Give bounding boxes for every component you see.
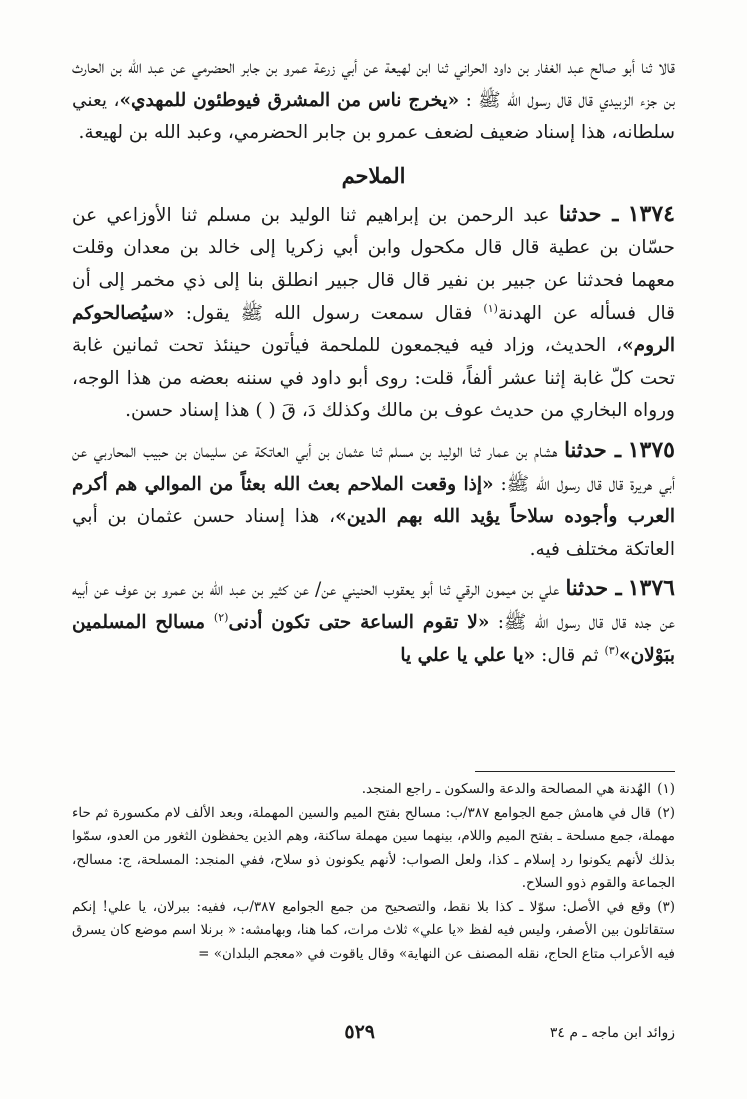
- hadith-text: ثم قال:: [535, 644, 605, 666]
- haddathana-label: ـ حدثنا: [565, 575, 622, 601]
- footnote-2: [72, 802, 675, 896]
- chapter-title: الملاحم: [341, 162, 406, 188]
- haddathana-label: ـ حدثنا: [558, 200, 619, 226]
- intro-quote: «يخرج ناس من المشرق فيوطئون للمهدي»: [119, 89, 460, 111]
- footnotes: [72, 778, 675, 966]
- footnote-number: (٣): [657, 898, 676, 915]
- hadith-number: ١٣٧٥: [627, 436, 675, 463]
- hadith-quote: «سيُصالحوكم الروم»: [72, 302, 675, 357]
- haddathana-label: ـ حدثنا: [564, 436, 622, 462]
- footnote-text: وقع في الأصل: سوّلا ـ كذا بلا نقط، والتصحيح من جمع الجوامع ٣٨٧/ب، ففيه: ببرلان، يا علي! إنكم ستقاتلون بين الأصفر، وليس فيه لفظ «يا علي» ثلاث مرات، كما هنا، وبهامشه: « برنلا اسم موضع كان يسرق فيه الأعراب متاع الحاج، نقله المصنف عن النهاية» وقال ياقوت في «معجم البلدان» =: [72, 898, 675, 962]
- hadith-text: ، الحديث، وزاد فيه فيجمعون للملحمة فيأتون حينئذ تحت ثمانين غابة تحت كلّ غابة إثنا عشر ألفاً، قلت: روى أبو داود في سننه بعضه من هذا الوجه، ورواه البخاري من حديث عوف بن مالك وكذلك دَ، قَ ( ) هذا إسناد حسن.: [72, 335, 675, 422]
- hadith-text: ، هذا إسناد حسن عثمان بن أبي العاتكة مختلف فيه.: [72, 506, 675, 560]
- hadith-quote: مسالح المسلمين ببَوْلان»: [72, 611, 675, 666]
- hadith-number: ١٣٧٦: [627, 575, 675, 602]
- hadith-number: ١٣٧٤: [627, 200, 675, 227]
- hadith-text: هشام بن عمار ثنا الوليد بن مسلم ثنا عثمان بن أبي العاتكة عن سليمان بن حبيب المحاربي عن أبي هريرة قال قال رسول الله ﷺ:: [72, 440, 676, 495]
- hadith-1375: [72, 434, 675, 566]
- page-footer: [72, 1023, 675, 1049]
- page-number: ٥٢٩: [344, 1021, 375, 1043]
- footnote-ref: (١): [483, 301, 498, 315]
- hadith-text: فقال سمعت رسول الله ﷺ يقول:: [174, 302, 484, 324]
- footer-source: زوائد ابن ماجه ـ م ٣٤: [549, 1025, 675, 1041]
- footnote-ref: (٣): [604, 643, 619, 657]
- footnote-ref: (٢): [213, 610, 229, 624]
- hadith-quote: «إذا وقعت الملاحم بعث الله بعثاً من الموالي هم أكرم العرب وأجوده سلاحاً يؤيد الله بهم الدين»: [72, 473, 676, 528]
- footnote-1: [72, 778, 675, 802]
- intro-rest: ، يعني سلطانه، هذا إسناد ضعيف لضعف عمرو بن جابر الحضرمي، وعبد الله بن لهيعة.: [72, 89, 675, 144]
- hadith-1374: [72, 198, 675, 428]
- hadith-quote: «يا علي يا علي يا: [400, 644, 536, 666]
- footnote-divider: [475, 771, 675, 772]
- footnote-number: (٢): [657, 804, 675, 821]
- intro-paragraph: [72, 52, 675, 150]
- hadith-quote: «لا تقوم الساعة حتى تكون أدنى: [228, 611, 490, 633]
- hadith-text: عبد الرحمن بن إبراهيم ثنا الوليد بن مسلم ثنا الأوزاعي عن حسّان بن عطية قال قال مكحول وابن أبي زكريا إلى خالد بن معدان وقلت معهما فحدثنا عن جبير بن نفير قال قال جبير انطلق بنا إلى ذي مخمر إلى أن قال فسأله عن الهدنة: [72, 204, 675, 324]
- footnote-number: (١): [657, 781, 675, 797]
- footnote-text: قال في هامش جمع الجوامع ٣٨٧/ب: مسالح بفتح الميم والسين المهملة، وبعد الألف لام مكسورة ثم حاء مهملة، جمع مسلحة ـ بفتح الميم واللام، بينهما سين مهملة ساكنة، وهم الذين يحفظون الثغور من العدو، سمّوا بذلك لأنهم يكونوا رد إسلام ـ كذا، ولعل الصواب: لأنهم يكونون ذو سلاح، ففي المنجد: المسلحة، ج: مسالح، الجماعة والقوم ذوو السلاح.: [72, 804, 675, 891]
- footnote-3: [72, 896, 675, 967]
- footnote-text: الهُدنة هي المصالحة والدعة والسكون ـ راجع المنجد.: [361, 781, 651, 797]
- hadith-1376: [72, 572, 675, 672]
- main-text: [72, 52, 675, 672]
- hadith-text: علي بن ميمون الرقي ثنا أبو يعقوب الحنيني عن/ عن كثير بن عبد الله بن عمرو بن عوف عن أبيه عن جده قال قال رسول الله ﷺ:: [72, 579, 675, 633]
- intro-text: قالا ثنا أبو صالح عبد الغفار بن داود الحراني ثنا ابن لهيعة عن أبي زرعة عمرو بن جابر الحضرمي عن عبد الله بن الحارث بن جزء الزبيدي قال قال رسول الله ﷺ :: [72, 57, 676, 111]
